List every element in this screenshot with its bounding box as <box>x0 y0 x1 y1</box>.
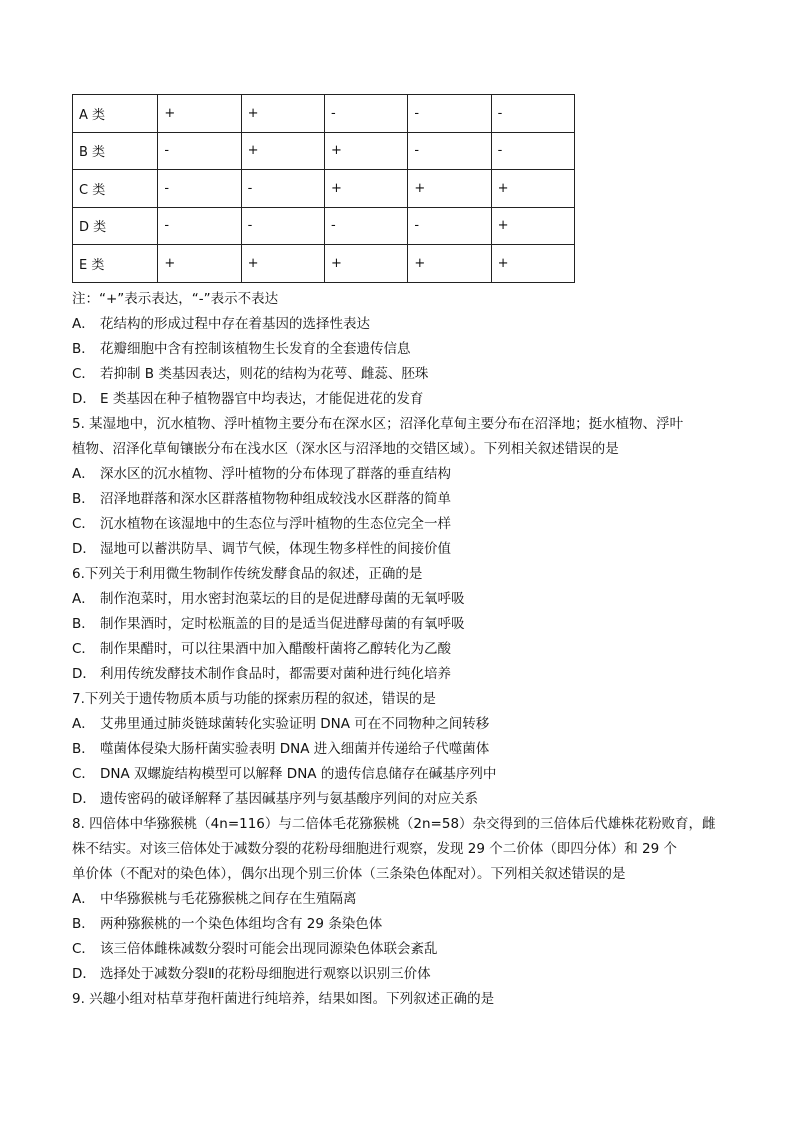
option-label: A． <box>72 715 95 732</box>
option-label: C． <box>72 765 95 782</box>
option-c <box>72 362 732 387</box>
question-7 <box>72 687 732 812</box>
row-label: C 类 <box>73 170 158 208</box>
option-label: C． <box>72 515 95 532</box>
option-text: 花瓣细胞中含有控制该植物生长发育的全套遗传信息 <box>100 340 411 357</box>
option-text: 中华猕猴桃与毛花猕猴桃之间存在生殖隔离 <box>100 890 357 907</box>
table-cell: + <box>324 170 407 208</box>
option-text: 花结构的形成过程中存在着基因的选择性表达 <box>100 315 370 332</box>
option-label: D． <box>72 665 96 682</box>
option-b <box>72 912 732 937</box>
option-text: 艾弗里通过肺炎链球菌转化实验证明 DNA 可在不同物种之间转移 <box>100 715 490 732</box>
option-label: D． <box>72 540 96 557</box>
option-d <box>72 787 732 812</box>
row-label: D 类 <box>73 207 158 245</box>
question-stem-line: 单价体（不配对的染色体），偶尔出现个别三价体（三条染色体配对）。下列相关叙述错误的是 <box>72 865 626 882</box>
option-text: 利用传统发酵技术制作食品时，都需要对菌种进行纯化培养 <box>100 665 451 682</box>
table-row <box>73 207 575 245</box>
option-label: B． <box>72 915 95 932</box>
option-a <box>72 712 732 737</box>
table-row <box>73 170 575 208</box>
option-c <box>72 637 732 662</box>
option-text: 制作果醋时，可以往果酒中加入醋酸杆菌将乙醇转化为乙酸 <box>100 640 451 657</box>
option-text: 沉水植物在该湿地中的生态位与浮叶植物的生态位完全一样 <box>100 515 451 532</box>
table-cell: + <box>241 245 324 283</box>
option-label: A． <box>72 890 95 907</box>
question-stem-line: 6.下列关于利用微生物制作传统发酵食品的叙述，正确的是 <box>72 565 423 582</box>
option-text: 选择处于减数分裂Ⅱ的花粉母细胞进行观察以识别三价体 <box>100 965 431 982</box>
option-text: E 类基因在种子植物器官中均表达，才能促进花的发育 <box>100 390 424 407</box>
table-cell: + <box>408 245 491 283</box>
option-label: C． <box>72 365 95 382</box>
option-label: B． <box>72 615 95 632</box>
table-cell: - <box>324 207 407 245</box>
question-8 <box>72 812 732 987</box>
question-6 <box>72 562 732 687</box>
row-label: B 类 <box>73 132 158 170</box>
option-label: B． <box>72 340 95 357</box>
option-label: C． <box>72 940 95 957</box>
table-cell: - <box>241 170 324 208</box>
option-b <box>72 612 732 637</box>
option-text: 两种猕猴桃的一个染色体组均含有 29 条染色体 <box>100 915 383 932</box>
exam-page <box>72 94 732 1012</box>
question-stem-line: 7.下列关于遗传物质本质与功能的探索历程的叙述，错误的是 <box>72 690 436 707</box>
option-a <box>72 462 732 487</box>
question-stem-line: 8. 四倍体中华猕猴桃（4n=116）与二倍体毛花猕猴桃（2n=58）杂交得到的三倍体后代雄株花粉败育，雌 <box>72 815 716 832</box>
option-label: B． <box>72 490 95 507</box>
option-text: DNA 双螺旋结构模型可以解释 DNA 的遗传信息储存在碱基序列中 <box>100 765 497 782</box>
table-cell: - <box>408 207 491 245</box>
option-b <box>72 737 732 762</box>
option-label: D． <box>72 390 96 407</box>
option-d <box>72 537 732 562</box>
table-row <box>73 132 575 170</box>
table-cell: + <box>491 207 574 245</box>
option-label: A． <box>72 590 95 607</box>
table-cell: - <box>324 95 407 133</box>
option-text: 制作果酒时，定时松瓶盖的目的是适当促进酵母菌的有氧呼吸 <box>100 615 465 632</box>
table-cell: + <box>324 245 407 283</box>
question-5 <box>72 412 732 562</box>
row-label: A 类 <box>73 95 158 133</box>
option-c <box>72 512 732 537</box>
option-a <box>72 312 732 337</box>
question-stem-line: 植物、沼泽化草甸镶嵌分布在浅水区（深水区与沼泽地的交错区域）。下列相关叙述错误的是 <box>72 440 619 457</box>
option-label: C． <box>72 640 95 657</box>
option-label: A． <box>72 465 95 482</box>
question-stem-line: 9. 兴趣小组对枯草芽孢杆菌进行纯培养，结果如图。下列叙述正确的是 <box>72 990 495 1007</box>
table-cell: - <box>158 207 241 245</box>
option-d <box>72 962 732 987</box>
option-c <box>72 937 732 962</box>
table-cell: - <box>158 170 241 208</box>
table-cell: + <box>158 95 241 133</box>
question-4-options <box>72 312 732 412</box>
gene-expression-table <box>72 94 575 283</box>
table-cell: - <box>158 132 241 170</box>
option-text: 湿地可以蓄洪防旱、调节气候，体现生物多样性的间接价值 <box>100 540 451 557</box>
option-text: 该三倍体雌株减数分裂时可能会出现同源染色体联会紊乱 <box>100 940 438 957</box>
option-text: 噬菌体侵染大肠杆菌实验表明 DNA 进入细菌并传递给子代噬菌体 <box>100 740 490 757</box>
table-cell: + <box>324 132 407 170</box>
option-c <box>72 762 732 787</box>
table-row <box>73 95 575 133</box>
table-cell: - <box>491 95 574 133</box>
option-text: 制作泡菜时，用水密封泡菜坛的目的是促进酵母菌的无氧呼吸 <box>100 590 465 607</box>
table-cell: - <box>241 207 324 245</box>
option-label: D． <box>72 965 96 982</box>
table-cell: + <box>491 170 574 208</box>
question-stem-line: 5. 某湿地中，沉水植物、浮叶植物主要分布在深水区；沼泽化草甸主要分布在沼泽地；挺水植物、浮叶 <box>72 415 684 432</box>
table-cell: + <box>158 245 241 283</box>
option-label: B． <box>72 740 95 757</box>
option-b <box>72 337 732 362</box>
table-row <box>73 245 575 283</box>
table-cell: - <box>408 132 491 170</box>
table-cell: + <box>408 170 491 208</box>
option-label: D． <box>72 790 96 807</box>
option-a <box>72 587 732 612</box>
table-cell: + <box>241 95 324 133</box>
row-label: E 类 <box>73 245 158 283</box>
option-text: 深水区的沉水植物、浮叶植物的分布体现了群落的垂直结构 <box>100 465 451 482</box>
option-b <box>72 487 732 512</box>
option-text: 沼泽地群落和深水区群落植物物种组成较浅水区群落的简单 <box>100 490 451 507</box>
option-a <box>72 887 732 912</box>
table-cell: + <box>491 245 574 283</box>
table-cell: - <box>408 95 491 133</box>
option-d <box>72 387 732 412</box>
question-9 <box>72 987 732 1012</box>
table-cell: - <box>491 132 574 170</box>
option-text: 遗传密码的破译解释了基因碱基序列与氨基酸序列间的对应关系 <box>100 790 478 807</box>
table-cell: + <box>241 132 324 170</box>
option-text: 若抑制 B 类基因表达，则花的结构为花萼、雌蕊、胚珠 <box>100 365 429 382</box>
table-note: 注：“+”表示表达，“-”表示不表达 <box>72 290 279 307</box>
question-stem-line: 株不结实。对该三倍体处于减数分裂的花粉母细胞进行观察，发现 29 个二价体（即四分体）和 29 个 <box>72 840 678 857</box>
option-d <box>72 662 732 687</box>
option-label: A． <box>72 315 95 332</box>
